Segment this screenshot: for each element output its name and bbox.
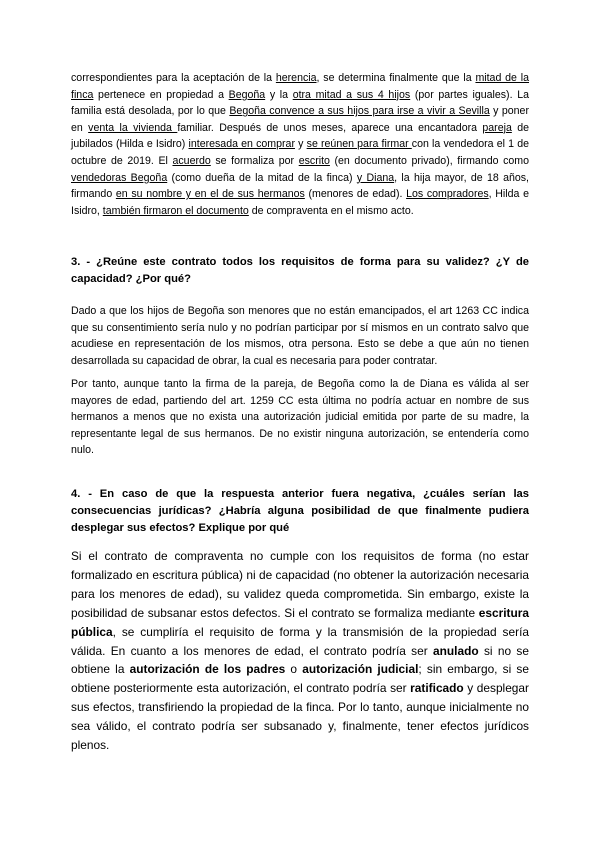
underlined-term: vendedoras Begoña — [71, 171, 168, 184]
text-run: , se determina finalmente que la — [316, 72, 476, 84]
underlined-term: otra mitad a sus 4 hijos — [292, 88, 411, 101]
text-run: de compraventa en el mismo acto. — [248, 204, 414, 217]
bold-term: anulado — [433, 643, 479, 658]
text-run: (por partes iguales). La familia está desolada, por lo que — [71, 88, 529, 118]
underlined-term: venta la vivienda — [88, 121, 178, 134]
underlined-term: herencia — [275, 72, 317, 84]
text-run: y la — [265, 88, 293, 101]
question-4-heading: 4. - En caso de que la respuesta anterior fuera negativa, ¿cuáles serían las consecuencias jurídicas? ¿Habría alguna posibilidad de que finalmente pudiera desplegar sus efectos? Explique por qué — [71, 488, 529, 534]
underlined-term: Los compradores — [406, 188, 489, 201]
text-run: ; sin embargo, si se obtiene posteriormente esta autorización, el contrato podría ser — [71, 662, 529, 696]
text-run: (menores de edad). — [304, 188, 407, 201]
bold-term: autorización de los padres — [129, 662, 286, 677]
text-run: correspondientes para la aceptación de la — [71, 72, 276, 84]
text-run: y poner en — [71, 105, 529, 134]
text-run: con la vendedora el 1 de octubre de 2019. El — [71, 138, 529, 167]
answer-4-paragraph — [71, 547, 529, 755]
text-run: si no se obtiene la — [71, 643, 529, 677]
text-run: Si el contrato de compraventa no cumple con los requisitos de forma (no estar formalizado en escritura pública) ni de capacidad (no obtener la autorización necesaria para los menores de edad), su validez queda comprometida. Sin embargo, existe la posibilidad de subsanar estos defectos. Si el contrato se formaliza mediante — [71, 549, 529, 620]
underlined-term: Begoña — [228, 88, 266, 101]
underlined-term: en su nombre y en el de sus hermanos — [115, 188, 305, 201]
answer-3-paragraph-2: Por tanto, aunque tanto la firma de la pareja, de Begoña como la de Diana es válida al ser mayores de edad, partiendo del art. 1259 CC esta última no podría actuar en nombre de sus hermanos a menos que no exista una autorización judicial emitida por parte de su madre, la representante legal de sus hermanos. De no existir ninguna autorización, se entendería como nulo. — [71, 378, 529, 457]
text-run: , se cumpliría el requisito de forma y la transmisión de la propiedad sería válida. En cuanto a los menores de edad, el contrato podría ser — [71, 624, 529, 658]
text-run: familiar. Después de unos meses, aparece una encantadora — [177, 121, 483, 134]
text-run: se formaliza por — [210, 154, 299, 167]
underlined-term: también firmaron el documento — [102, 204, 249, 217]
underlined-term: Begoña convence a sus hijos para irse a vivir a Sevilla — [229, 105, 490, 118]
case-description-paragraph — [71, 70, 529, 219]
underlined-term: acuerdo — [172, 154, 211, 167]
text-run: de jubilados (Hilda e Isidro) — [71, 121, 530, 151]
text-run: , Hilda e Isidro, — [71, 188, 529, 217]
text-run: o — [285, 662, 303, 677]
answer-3-paragraph-1: Dado a que los hijos de Begoña son menores que no están emancipados, el art 1263 CC indica que su consentimiento sería nulo y no podrían participar por sí mismos en un contrato salvo que acudiese en representación de los mismos, otra persona. Esto se debe a que aún no tienen desarrollada su capacidad de obrar, la cual es necesaria para poder contratar. — [71, 305, 529, 367]
text-run: (en documento privado), firmando como — [329, 154, 530, 167]
text-run: y — [294, 138, 307, 151]
question-3-heading: 3. - ¿Reúne este contrato todos los requisitos de forma para su validez? ¿Y de capacidad? ¿Por qué? — [71, 256, 529, 285]
bold-term: autorización judicial — [302, 662, 419, 677]
bold-term: escritura pública — [71, 605, 529, 639]
underlined-term: interesada en comprar — [188, 138, 295, 151]
text-run: y desplegar sus efectos, transfiriendo la propiedad de la finca. Por lo tanto, aunque inicialmente no sea válido, el contrato podría ser subsanado y, finalmente, tener efectos jurídicos plenos. — [71, 681, 529, 753]
bold-term: ratificado — [410, 681, 464, 696]
text-run: pertenece en propiedad a — [93, 88, 229, 101]
underlined-term: mitad de la finca — [71, 72, 529, 101]
underlined-term: pareja — [482, 121, 512, 134]
underlined-term: se reúnen para firmar — [306, 138, 412, 151]
underlined-term: y Diana — [356, 171, 395, 184]
text-run: , la hija mayor, de 18 años, firmando — [71, 171, 529, 201]
text-run: (como dueña de la mitad de la finca) — [167, 171, 357, 184]
underlined-term: escrito — [298, 154, 330, 167]
